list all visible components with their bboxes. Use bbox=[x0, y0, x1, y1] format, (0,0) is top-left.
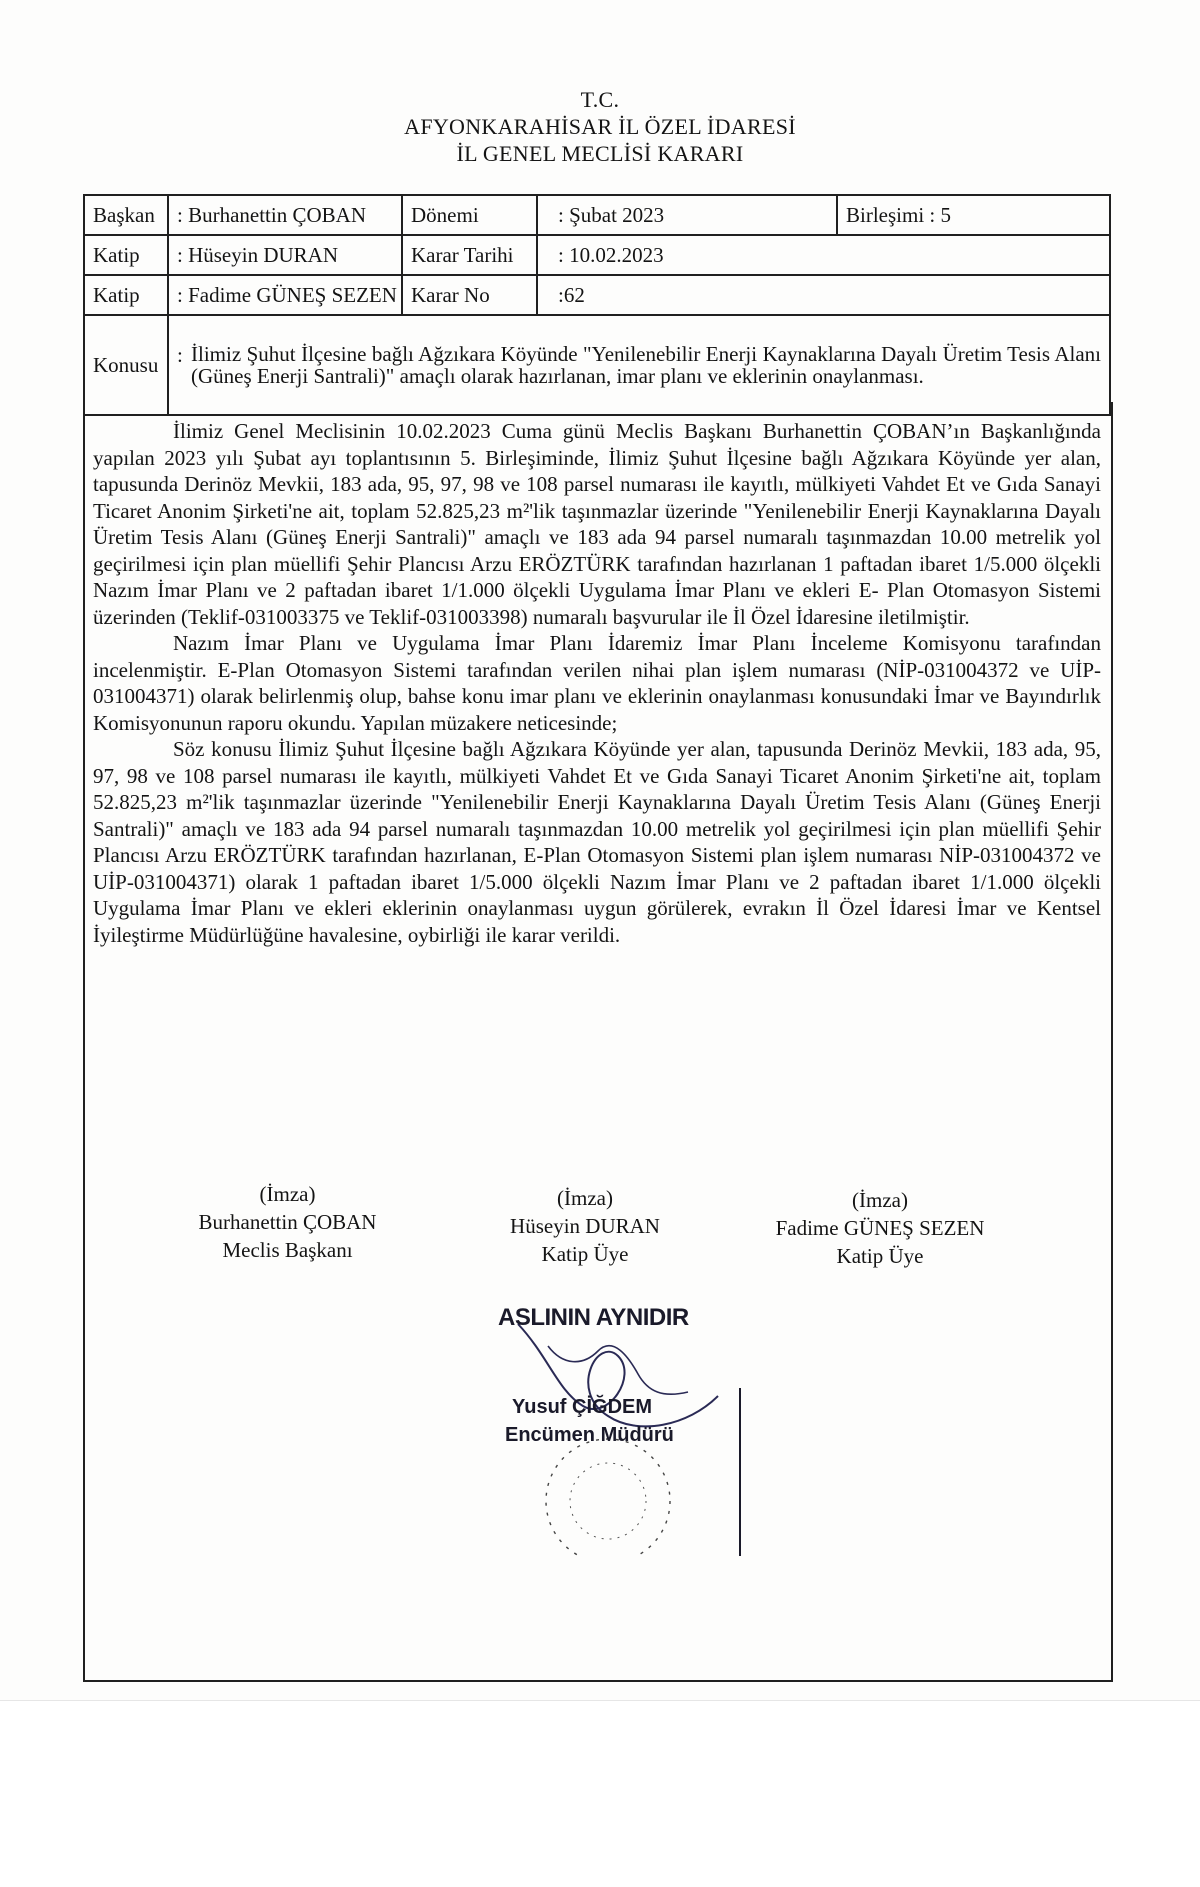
meta-row-konusu bbox=[84, 315, 1110, 415]
karar-tarihi-label: Karar Tarihi bbox=[402, 235, 537, 275]
donemi-label: Dönemi bbox=[402, 195, 537, 235]
signature-title: Katip Üye bbox=[541, 1242, 629, 1266]
donemi-value: : Şubat 2023 bbox=[537, 195, 837, 235]
document-header bbox=[0, 86, 1200, 167]
signature-katip1 bbox=[485, 1184, 685, 1268]
signature-stroke bbox=[548, 1346, 688, 1395]
konusu-text: İlimiz Şuhut İlçesine bağlı Ağzıkara Köyünde "Yenilenebilir Enerji Kaynaklarına Dayalı Üretim Tesis Alanı (Güneş Enerji Santrali)" amaçlı olarak hazırlanan, imar planı ve eklerinin onaylanması. bbox=[191, 342, 1101, 388]
katip1-value: : Hüseyin DURAN bbox=[168, 235, 402, 275]
karar-no-value: :62 bbox=[537, 275, 1110, 315]
signature-baskan bbox=[175, 1180, 400, 1264]
signature-imza: (İmza) bbox=[557, 1186, 613, 1210]
meta-row-baskan bbox=[84, 195, 1110, 235]
body-paragraph-1: İlimiz Genel Meclisinin 10.02.2023 Cuma günü Meclis Başkanı Burhanettin ÇOBAN’ın Başkanlığında yapılan 2023 yılı Şubat ayı toplantısının 5. Birleşiminde, İlimiz Şuhut İlçesine bağlı Ağzıkara Köyünde yer alan, tapusunda Derinöz Mevkii, 183 ada, 95, 97, 98 ve 108 parsel numarası ile kayıtlı, mülkiyeti Vahdet Et ve Gıda Sanayi Ticaret Anonim Şirketi'ne ait, toplam 52.825,23 m²'lik taşınmazlar üzerinde "Yenilenebilir Enerji Kaynaklarına Dayalı Üretim Tesis Alanı (Güneş Enerji Santrali)" amaçlı ve 183 ada 94 parsel numaralı taşınmazdan 10.00 metrelik yol geçirilmesi için plan müellifi Şehir Plancısı Arzu ERÖZTÜRK tarafından hazırlanan 1 paftadan ibaret 1/5.000 ölçekli Nazım İmar Planı ve 2 paftadan ibaret 1/1.000 ölçekli Uygulama İmar Planı ve ekleri E- Plan Otomasyon Sistemi üzerinden (Teklif-031003375 ve Teklif-031003398) numaralı başvurular ile İl Özel İdaresine iletilmiştir. bbox=[93, 419, 1101, 629]
katip2-value: : Fadime GÜNEŞ SEZEN bbox=[168, 275, 402, 315]
seal-inner-circle bbox=[570, 1463, 646, 1539]
header-document-type: İL GENEL MECLİSİ KARARI bbox=[456, 141, 744, 166]
body-paragraph-2: Nazım İmar Planı ve Uygulama İmar Planı İdaremiz İmar Planı İnceleme Komisyonu tarafından incelenmiştir. E-Plan Otomasyon Sistemi tarafından verilen nihai plan işlem numarası (NİP-031004372 ve UİP-031004371) olarak belirlenmiş olup, bahse konu imar planı ve eklerinin onaylanması konusundaki İmar ve Bayındırlık Komisyonunun raporu okundu. Yapılan müzakere neticesinde; bbox=[93, 631, 1101, 735]
meta-row-katip1 bbox=[84, 235, 1110, 275]
stamp-title: ASLININ AYNIDIR bbox=[498, 1304, 689, 1331]
stamp-role: Encümen Müdürü bbox=[505, 1424, 674, 1446]
konusu-colon: : bbox=[177, 343, 183, 367]
decision-body bbox=[93, 418, 1101, 948]
karar-no-label: Karar No bbox=[402, 275, 537, 315]
decision-meta-table bbox=[83, 194, 1111, 416]
baskan-value: : Burhanettin ÇOBAN bbox=[168, 195, 402, 235]
meta-row-katip2 bbox=[84, 275, 1110, 315]
signature-katip2 bbox=[750, 1186, 1010, 1270]
baskan-label: Başkan bbox=[84, 195, 168, 235]
header-institution: AFYONKARAHİSAR İL ÖZEL İDARESİ bbox=[404, 114, 796, 139]
birlesimi-value: Birleşimi : 5 bbox=[837, 195, 1110, 235]
katip2-label: Katip bbox=[84, 275, 168, 315]
signature-name: Burhanettin ÇOBAN bbox=[198, 1210, 377, 1234]
signature-imza: (İmza) bbox=[852, 1188, 908, 1212]
konusu-label: Konusu bbox=[84, 315, 168, 415]
signature-imza: (İmza) bbox=[259, 1182, 316, 1206]
konusu-cell bbox=[168, 315, 1110, 415]
karar-tarihi-value: : 10.02.2023 bbox=[537, 235, 1110, 275]
signature-name: Fadime GÜNEŞ SEZEN bbox=[775, 1216, 985, 1240]
header-tc: T.C. bbox=[580, 87, 620, 112]
signature-title: Meclis Başkanı bbox=[222, 1238, 353, 1262]
katip1-label: Katip bbox=[84, 235, 168, 275]
page-margin bbox=[0, 1700, 1200, 1887]
signature-name: Hüseyin DURAN bbox=[510, 1214, 660, 1238]
seal-circle bbox=[546, 1439, 670, 1556]
body-paragraph-3: Söz konusu İlimiz Şuhut İlçesine bağlı Ağzıkara Köyünde yer alan, tapusunda Derinöz Mevkii, 183 ada, 95, 97, 98 ve 108 parsel numarası ile kayıtlı, mülkiyeti Vahdet Et ve Gıda Sanayi Ticaret Anonim Şirketi'ne ait, toplam 52.825,23 m²'lik taşınmazlar üzerinde "Yenilenebilir Enerji Kaynaklarına Dayalı Üretim Tesis Alanı (Güneş Enerji Santrali)" amaçlı ve 183 ada 94 parsel numaralı taşınmazdan 10.00 metrelik yol geçirilmesi için plan müellifi Şehir Plancısı Arzu ERÖZTÜRK tarafından hazırlanan, E-Plan Otomasyon Sistemi plan işlem numarası NİP-031004372 ve UİP-031004371) olarak 1 paftadan ibaret 1/5.000 ölçekli Nazım İmar Planı ve 2 paftadan ibaret 1/1.000 ölçekli Uygulama İmar Planı ve ekleri eklerinin onaylanması uygun görülerek, evrakın İl Özel İdaresi İmar ve Kentsel İyileştirme Müdürlüğüne havalesine, oybirliği ile karar verildi. bbox=[93, 737, 1101, 947]
stamp-name: Yusuf ÇİĞDEM bbox=[512, 1396, 653, 1418]
signature-title: Katip Üye bbox=[836, 1244, 924, 1268]
